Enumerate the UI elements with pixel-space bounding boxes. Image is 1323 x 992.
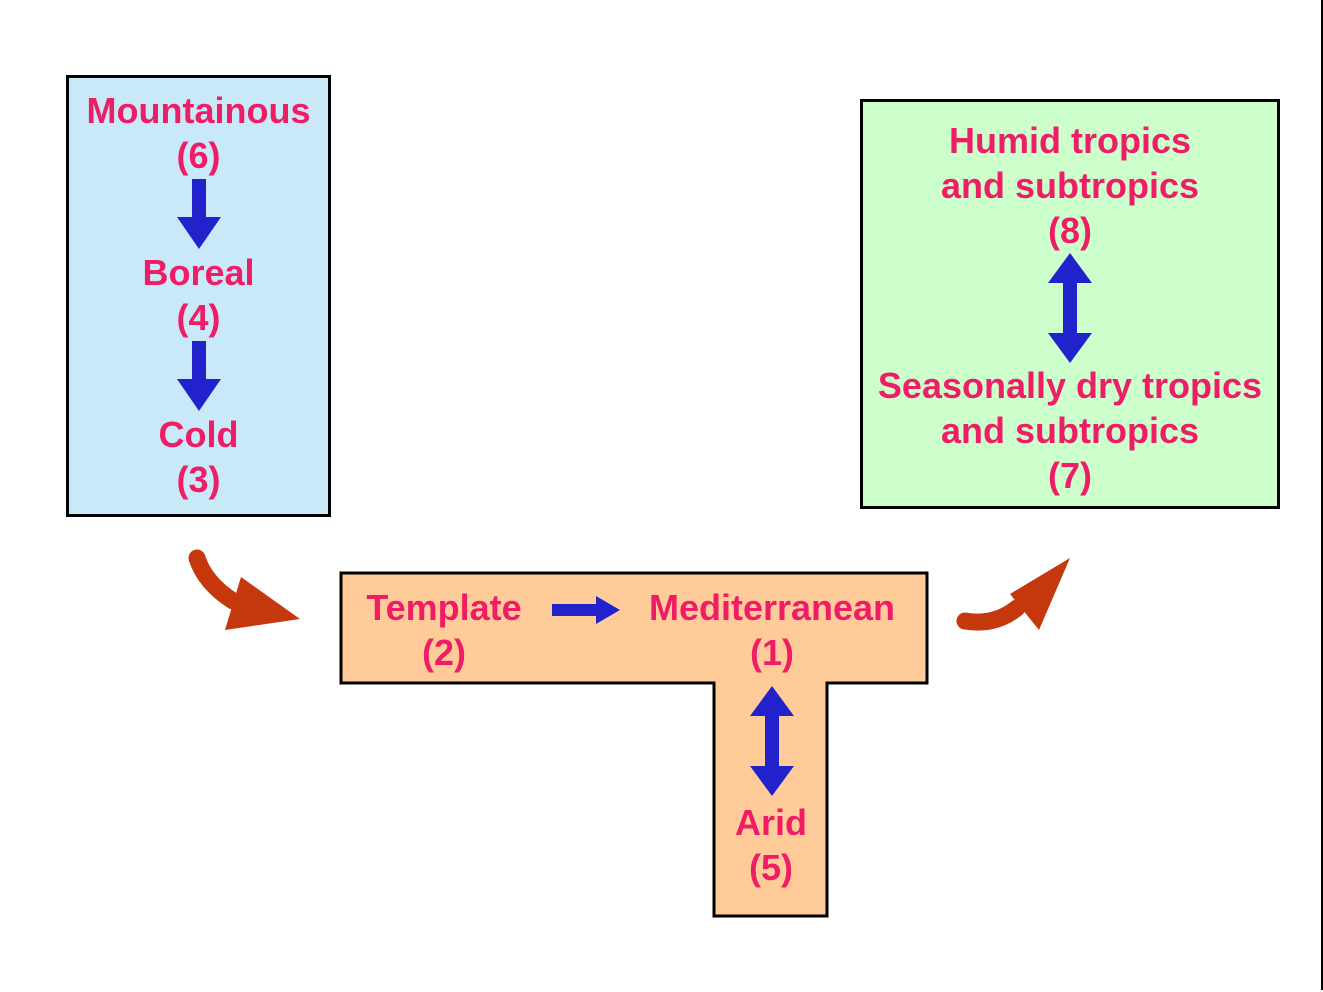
node-number: (5): [749, 847, 793, 888]
node-boreal: [142, 250, 254, 340]
vertical-double-arrow-icon: [749, 686, 795, 796]
node-mountainous: [87, 88, 311, 178]
node-label: Mountainous: [86, 90, 311, 131]
down-arrow-icon: [176, 179, 222, 249]
node-seasonally-dry-tropics: [878, 363, 1262, 498]
down-arrow-icon: [176, 341, 222, 411]
node-label-line1: Humid tropics: [948, 120, 1191, 161]
node-mediterranean: [620, 585, 924, 675]
node-number: (2): [422, 632, 466, 673]
node-number: (4): [176, 297, 221, 338]
cold-climates-box: [66, 75, 331, 517]
curved-arrow-down-right-icon: [175, 535, 310, 635]
right-arrow-icon: [552, 596, 620, 624]
node-number: (1): [750, 632, 794, 673]
node-number: (8): [1048, 210, 1092, 251]
node-number: (7): [1048, 455, 1092, 496]
node-arid: [671, 800, 871, 890]
node-humid-tropics: [941, 118, 1199, 253]
node-label: Mediterranean: [648, 587, 896, 628]
node-label-line2: and subtropics: [940, 410, 1200, 451]
node-cold: [159, 412, 239, 502]
node-number: (3): [176, 459, 221, 500]
vertical-double-arrow-icon: [1047, 253, 1093, 363]
node-label: Cold: [158, 414, 239, 455]
node-number: (6): [176, 135, 221, 176]
curved-arrow-up-right-icon: [955, 548, 1080, 640]
node-template: [344, 585, 544, 675]
node-label-line1: Seasonally dry tropics: [877, 365, 1263, 406]
node-label: Template: [366, 587, 522, 628]
node-label: Arid: [735, 802, 807, 843]
node-label: Boreal: [142, 252, 255, 293]
tropics-box: [860, 99, 1280, 509]
node-label-line2: and subtropics: [940, 165, 1200, 206]
